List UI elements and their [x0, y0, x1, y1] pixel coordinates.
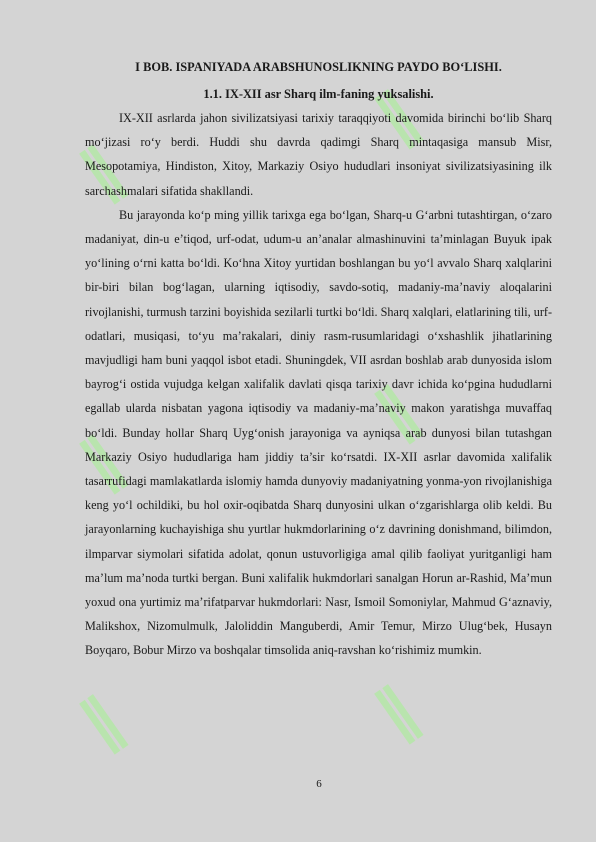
page-number: 6 [316, 778, 322, 790]
paragraph-2: Bu jarayonda ko‘p ming yillik tarixga ega bo‘lgan, Sharq-u G‘arbni tutashtirgan, o‘zaro madaniyat, din-u e’tiqod, urf-odat, udum-u an’analar almashinuvini ta’minlagan Buyuk ipak yo‘lining o‘rni katta bo‘ldi. Ko‘hna Xitoy yurtidan boshlangan bu yo‘l avvalo Sharq xalqlarini bir-biri bilan bog‘lagan, ularning iqtisodiy, savdo-sotiq, madaniy-ma’naviy aloqalarini rivojlanishi, turmush tarzini boyishida sezilarli turtki bo‘ldi. Sharq xalqlari, elatlarining tili, urf-odatlari, musiqasi, to‘yu ma’rakalari, diniy rasm-rusumlaridagi o‘xshashlik jihatlarining mavjudligi ham buni yaqqol isbot etadi. Shuningdek, VII asrdan boshlab arab dunyosida islom bayrog‘i ostida vujudga kelgan xalifalik davlati qisqa tarixiy davr ichida ko‘pgina hududlarni egallab ularda nisbatan yagona iqtisodiy va madaniy-ma’naviy makon yaratishga muvaffaq bo‘ldi. Bunday hollar Sharq Uyg‘onish jarayoniga va ayniqsa arab dunyosi bilan tutashgan Markaziy Osiyo hududlariga ham jiddiy ta’sir ko‘rsatdi. IX-XII asrlar davomida xalifalik tasarrufidagi mamlakatlarda islomiy hamda dunyoviy madaniyatning yonma-yon rivojlanishiga keng yo‘l ochildiki, bu hol oxir-oqibatda Sharq dunyosini ulkan o‘zgarishlarga olib keldi. Bu jarayonlarning kuchayishiga shu yurtlar hukmdorlarining o‘z davrining donishmand, bilimdon, ilmparvar siymolari sifatida adolat, qonun ustuvorligiga amal qilib faoliyat yuritganligi ham ma’lum ma’noda turtki bergan. Buni xalifalik hukmdorlari sanalgan Horun ar-Rashid, Ma’mun yoxud ona yurtimiz ma’rifatparvar hukmdorlari: Nasr, Ismoil Somoniylar, Mahmud G‘aznaviy, Malikshox, Nizomulmulk, Jaloliddin Manguberdi, Amir Temur, Mirzo Ulug‘bek, Husayn Boyqaro, Bobur Mirzo va boshqalar timsolida aniq-ravshan ko‘rishimiz mumkin. [85, 207, 552, 658]
section-title: 1.1. IX-XII asr Sharq ilm-faning yuksalishi. [203, 87, 434, 101]
watermark-mark-top-right: ‖ [361, 76, 429, 155]
watermark-mark-bottom-right: ‖ [361, 671, 429, 750]
chapter-title: I BOB. ISPANIYADA ARABSHUNOSLIKNING PAYDO BO‘LISHI. [135, 60, 502, 74]
document-body [85, 55, 552, 663]
watermark-mark-top-left: ‖ [66, 131, 134, 210]
watermark-mark-mid-left: ‖ [66, 421, 134, 500]
watermark-mark-bottom-left: ‖ [66, 681, 134, 760]
watermark-mark-mid-right: ‖ [361, 371, 429, 450]
paragraph-1: IX-XII asrlarda jahon sivilizatsiyasi tarixiy taraqqiyoti davomida birinchi bo‘lib Sharq mo‘jizasi ro‘y berdi. Huddi shu davrda qadimgi Sharq mintaqasiga mansub Misr, Mesopotamiya, Hindiston, Xitoy, Markaziy Osiyo hududlari insoniyat sivilizatsiyasining ilk sarchashmalari sifatida shakllandi. [85, 111, 552, 198]
